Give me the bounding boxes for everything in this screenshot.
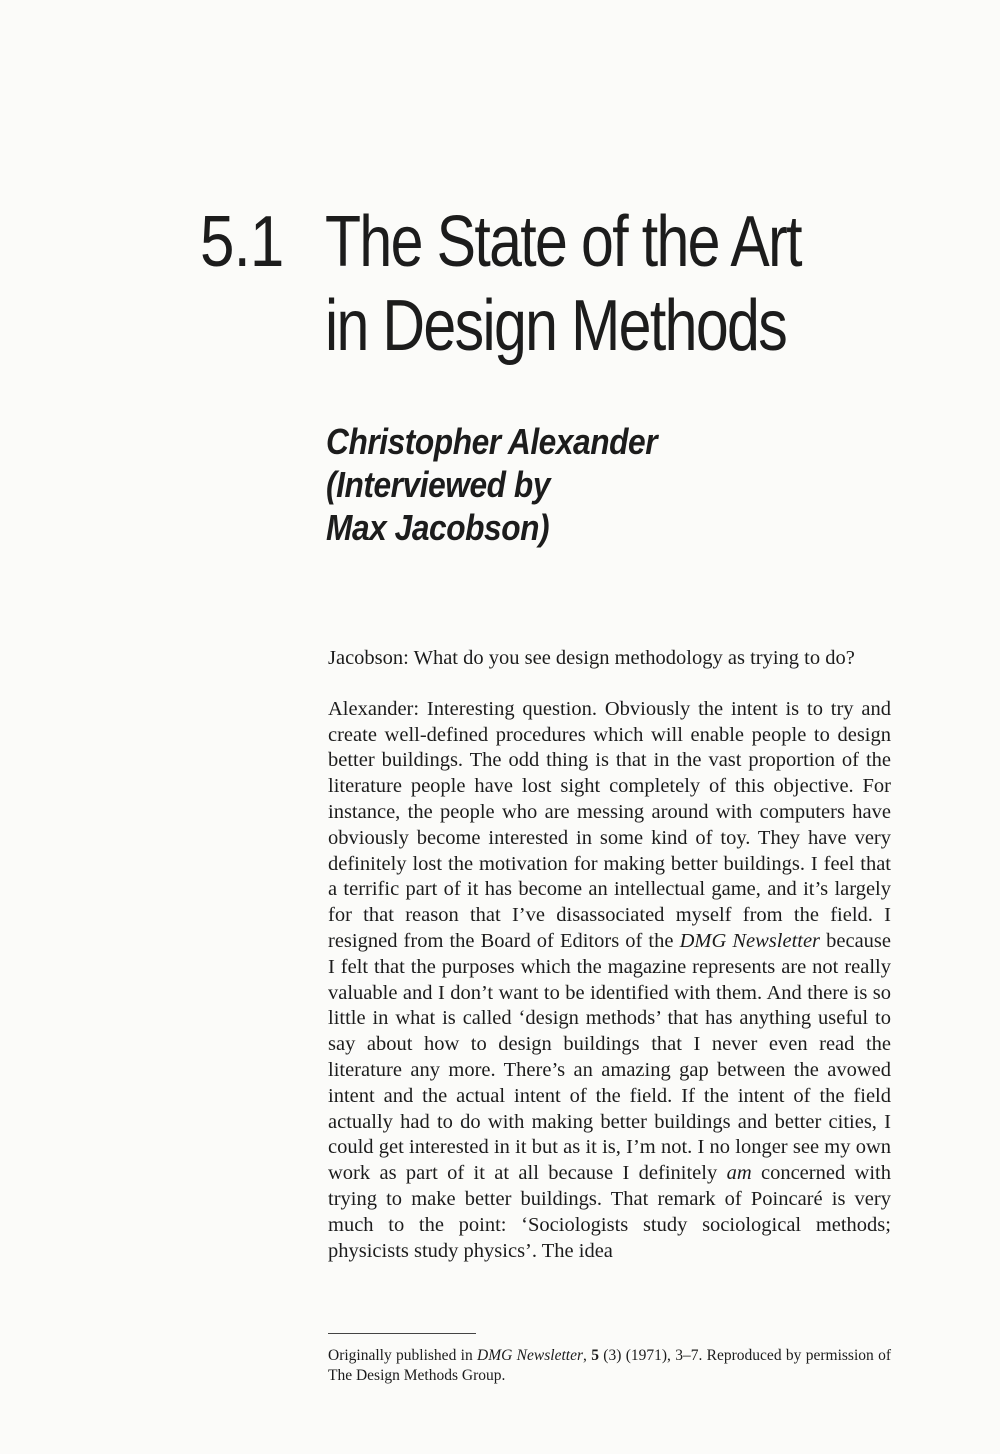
chapter-number: 5.1 bbox=[200, 202, 284, 282]
journal-name: DMG Newsletter bbox=[679, 929, 821, 952]
emphasis: am bbox=[726, 1162, 752, 1185]
paragraph-text: Jacobson: What do you see design methodology as trying to do? bbox=[328, 647, 855, 669]
author-line: (Interviewed by bbox=[326, 464, 551, 505]
footnote-text: , bbox=[582, 1347, 592, 1364]
author-line: Max Jacobson) bbox=[326, 507, 550, 548]
footnote-text: (3) (1971), 3–7. Reproduced by permission of The Design Methods Group. bbox=[328, 1347, 891, 1384]
footnote-journal: DMG Newsletter bbox=[477, 1347, 583, 1364]
paragraph-text: because I felt that the purposes which the magazine represents are not really valuable and I don’t want to be identified with them. And there is so little in what is called ‘design methods’ that has anything useful to say about how to design buildings that I never even read the literature any more. There’s an amazing gap between the avowed intent and the actual intent of the field. If the intent of the field actually had to do with making better buildings and better cities, I could get interested in it but as it is, I’m not. I no longer see my own work as part of it at all because I definitely bbox=[328, 929, 892, 1185]
chapter-title-line: The State of the Art bbox=[325, 202, 801, 282]
footnote-divider bbox=[328, 1333, 476, 1334]
paragraph-text: Alexander: Interesting question. Obviously the intent is to try and create well-defined procedures which will enable people to design better buildings. The odd thing is that in the vast proportion of the literature people have lost sight completely of this objective. For instance, the people who are messing around with computers have obviously become interested in some kind of toy. They have very definitely lost the motivation for making better buildings. I feel that a terrific part of it has become an intellectual game, and it’s largely for that reason that I’ve disassociated myself from the field. I resigned from the Board of Editors of the bbox=[328, 697, 891, 952]
chapter-title bbox=[325, 200, 801, 368]
footnote-text: Originally published in bbox=[328, 1347, 478, 1364]
footnote bbox=[328, 1346, 891, 1386]
article-body bbox=[328, 646, 891, 1289]
author-byline bbox=[326, 420, 657, 549]
paragraph-answer bbox=[328, 697, 891, 1265]
paragraph-text: concerned with trying to make better buildings. That remark of Poincaré is very much to the point: ‘Sociologists study sociological methods; physicists study physics’. The idea bbox=[328, 1162, 892, 1262]
paragraph-question bbox=[328, 646, 891, 672]
chapter-title-line: in Design Methods bbox=[325, 286, 787, 366]
footnote-volume: 5 bbox=[591, 1347, 599, 1364]
author-line: Christopher Alexander bbox=[326, 421, 658, 462]
